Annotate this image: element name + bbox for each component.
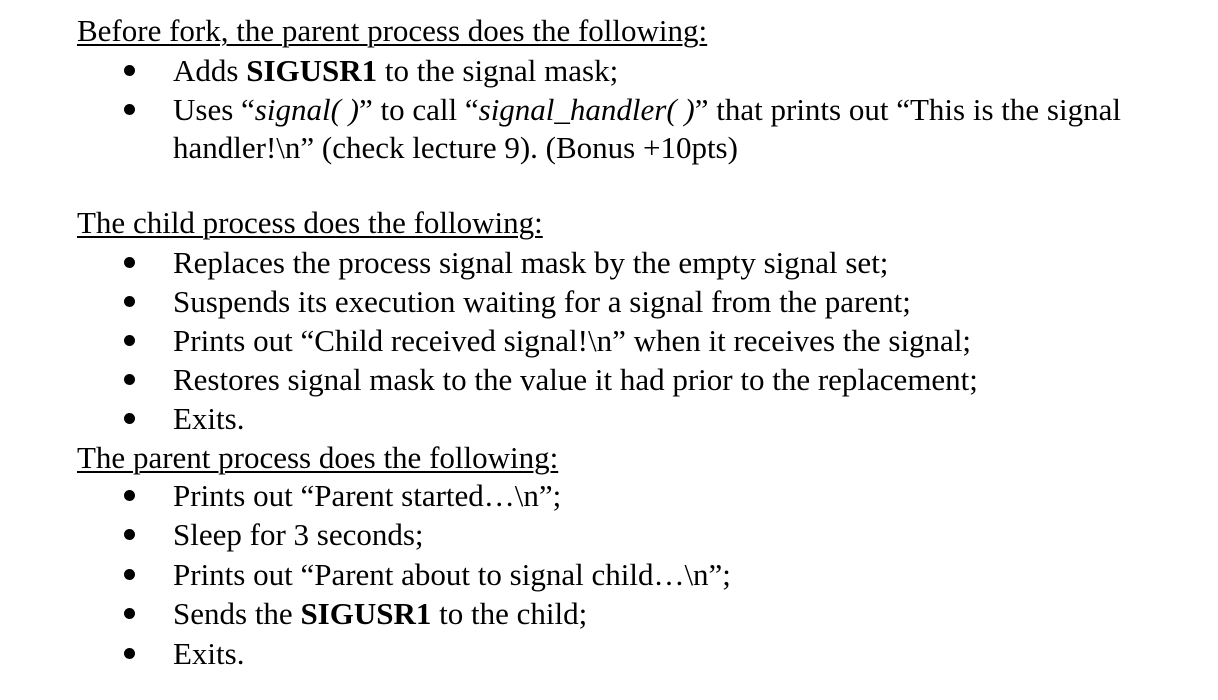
bullet-icon [124, 104, 135, 115]
list-item-text: Sends the SIGUSR1 to the child; [173, 596, 588, 631]
section-heading-parent: The parent process does the following: [77, 440, 559, 475]
function-name: signal_handler( ) [478, 92, 695, 127]
list-item-text: Sleep for 3 seconds; [173, 517, 424, 552]
list-item-text: Exits. [173, 636, 245, 671]
signal-name: SIGUSR1 [246, 53, 378, 88]
section-heading-child: The child process does the following: [77, 205, 543, 240]
list-item-text: Uses “signal( )” to call “signal_handler( )” that prints out “This is the signal [173, 92, 1121, 127]
function-name: signal( ) [254, 92, 359, 127]
signal-name: SIGUSR1 [300, 596, 432, 631]
list-item-text: Adds SIGUSR1 to the signal mask; [173, 53, 619, 88]
list-item-text: Exits. [173, 401, 245, 436]
bullet-icon [124, 608, 135, 619]
bullet-icon [124, 374, 135, 385]
list-item-text: Prints out “Parent started…\n”; [173, 478, 562, 513]
list-item-text: handler!\n” (check lecture 9). (Bonus +10pts) [173, 130, 738, 165]
bullet-icon [124, 490, 135, 501]
bullet-icon [124, 257, 135, 268]
bullet-icon [124, 65, 135, 76]
list-item-text: Prints out “Parent about to signal child…\n”; [173, 557, 731, 592]
bullet-icon [124, 413, 135, 424]
list-item-text: Restores signal mask to the value it had prior to the replacement; [173, 362, 978, 397]
bullet-icon [124, 529, 135, 540]
section-heading-before-fork: Before fork, the parent process does the following: [77, 13, 708, 48]
list-item-text: Suspends its execution waiting for a signal from the parent; [173, 284, 911, 319]
list-item-text: Replaces the process signal mask by the empty signal set; [173, 245, 889, 280]
bullet-icon [124, 569, 135, 580]
bullet-icon [124, 648, 135, 659]
list-item-text: Prints out “Child received signal!\n” when it receives the signal; [173, 323, 972, 358]
bullet-icon [124, 335, 135, 346]
bullet-icon [124, 296, 135, 307]
